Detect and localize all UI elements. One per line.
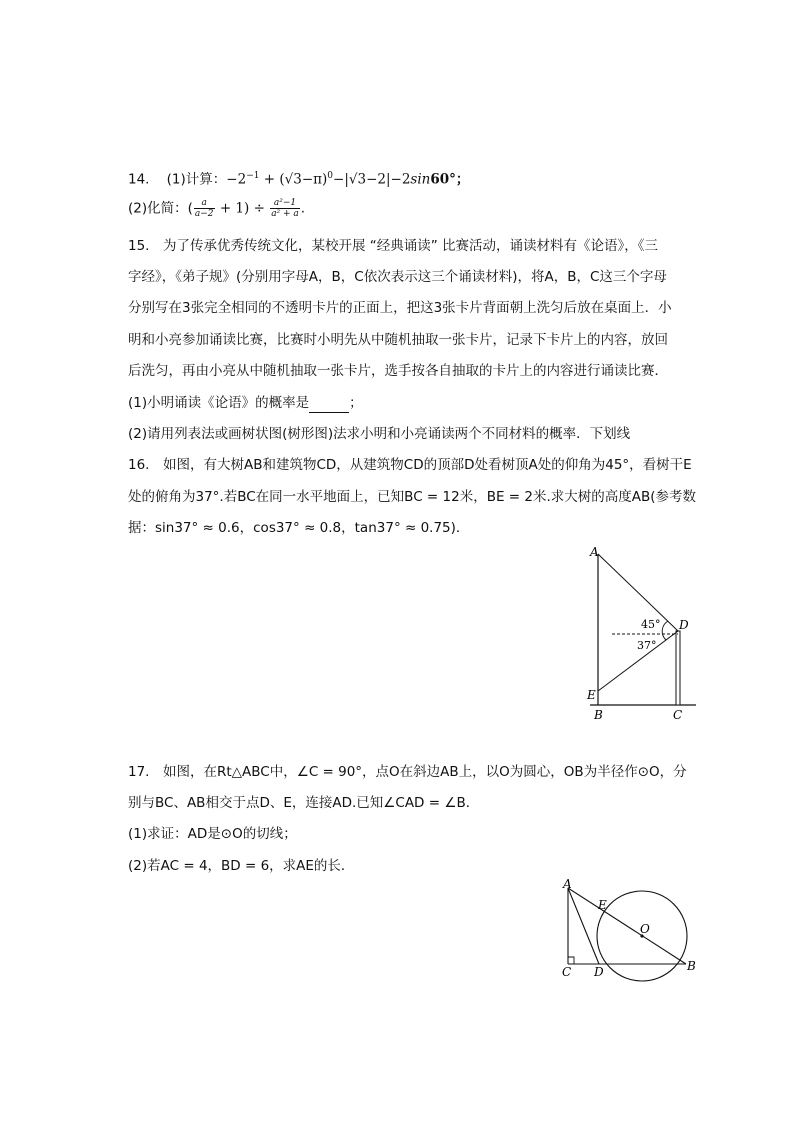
q14-part1 bbox=[128, 166, 469, 190]
q14-frac1-denominator: a−2 bbox=[194, 209, 214, 219]
q16-label-b: B bbox=[594, 708, 603, 722]
q14-part2-label: (2)化简：( bbox=[128, 200, 193, 217]
q17-label-b: B bbox=[687, 959, 696, 973]
q14-part1-label: (1)计算： bbox=[166, 171, 227, 188]
q16-label-d: D bbox=[679, 618, 689, 632]
q16-angle-45: 45° bbox=[641, 618, 661, 631]
q15-line2: 字经》，《弟子规》(分别用字母A，B，C依次表示这三个诵读材料)，将A，B，C这三个字母 bbox=[128, 269, 667, 285]
q16-line2: 处的俯角为37°.若BC在同一水平地面上，已知BC = 12米，BE = 2米.求大树的高度AB(参考数 bbox=[128, 489, 697, 505]
q15-line4: 明和小亮参加诵读比赛，比赛时小明先从中随机抽取一张卡片，记录下卡片上的内容，放回 bbox=[128, 332, 668, 348]
q14-fraction-2 bbox=[270, 198, 300, 219]
q14-part2 bbox=[128, 198, 305, 219]
q14-number: 14. bbox=[128, 171, 150, 188]
q17-line1: 17. 如图，在Rt△ABC中，∠C = 90°，点O在斜边AB上，以O为圆心，OB为半径作⊙O，分 bbox=[128, 764, 687, 780]
q17-line-ad bbox=[568, 888, 599, 964]
q14-sin: sin bbox=[410, 171, 431, 188]
q16-label-c: C bbox=[673, 708, 683, 722]
q15-part1-end: ； bbox=[349, 395, 363, 411]
q17-label-o: O bbox=[640, 922, 650, 936]
q16-angle-37: 37° bbox=[637, 639, 657, 652]
q16-figure bbox=[582, 544, 702, 724]
q17-part2: (2)若AC = 4，BD = 6，求AE的长． bbox=[128, 858, 355, 874]
q15-part1 bbox=[128, 393, 363, 413]
q15-part2: (2)请用列表法或画树状图(树形图)法求小明和小亮诵读两个不同材料的概率．下划线 bbox=[128, 426, 631, 442]
q15-line1: 15. 为了传承优秀传统文化，某校开展 “经典诵读” 比赛活动，诵读材料有《论语》，《三 bbox=[128, 238, 659, 254]
q17-figure bbox=[558, 876, 703, 986]
q14-part2-mid: + 1) ÷ bbox=[215, 200, 270, 217]
q15-part1-text: (1)小明诵读《论语》的概率是 bbox=[128, 395, 310, 411]
q17-label-e: E bbox=[598, 898, 607, 912]
answer-blank bbox=[309, 398, 349, 413]
q14-expr-d: 60°； bbox=[430, 171, 470, 188]
q16-label-a: A bbox=[590, 545, 599, 559]
q17-part1: (1)求证：AD是⊙O的切线； bbox=[128, 826, 297, 842]
q17-right-angle-mark bbox=[568, 957, 574, 964]
q14-fraction-1 bbox=[194, 198, 215, 219]
q14-expr-c: −|√3−2|−2 bbox=[333, 171, 411, 188]
q16-angle-arc bbox=[662, 621, 668, 640]
q15-line3: 分别写在3张完全相同的不透明卡片的正面上，把这3张卡片背面朝上洗匀后放在桌面上．小 bbox=[128, 300, 672, 316]
q16-label-e: E bbox=[587, 688, 596, 702]
q16-building-cd bbox=[676, 631, 680, 705]
q14-exp1: −1 bbox=[246, 171, 260, 181]
q14-frac2-numerator: a²−1 bbox=[270, 198, 300, 209]
q14-exp2: 0 bbox=[327, 171, 334, 181]
q14-expr-b: + (√3−π) bbox=[259, 171, 328, 188]
q14-frac2-denominator: a² + a bbox=[271, 209, 299, 219]
q16-line-da bbox=[598, 554, 678, 631]
q16-line3: 据：sin37° ≈ 0.6，cos37° ≈ 0.8，tan37° ≈ 0.75)． bbox=[128, 520, 470, 536]
q17-label-d: D bbox=[594, 965, 604, 979]
q14-expr-a: −2 bbox=[226, 171, 247, 188]
q15-line5: 后洗匀，再由小亮从中随机抽取一张卡片，选手按各自抽取的卡片上的内容进行诵读比赛． bbox=[128, 363, 668, 379]
q14-part2-end: . bbox=[300, 200, 306, 217]
q16-line1: 16. 如图，有大树AB和建筑物CD，从建筑物CD的顶部D处看树顶A处的仰角为45°，看树干E bbox=[128, 457, 692, 473]
q17-label-a: A bbox=[563, 877, 572, 891]
q14-frac1-numerator: a bbox=[194, 198, 215, 209]
q17-line2: 别与BC、AB相交于点D、E，连接AD.已知∠CAD = ∠B． bbox=[128, 795, 480, 811]
q17-label-c: C bbox=[562, 965, 572, 979]
